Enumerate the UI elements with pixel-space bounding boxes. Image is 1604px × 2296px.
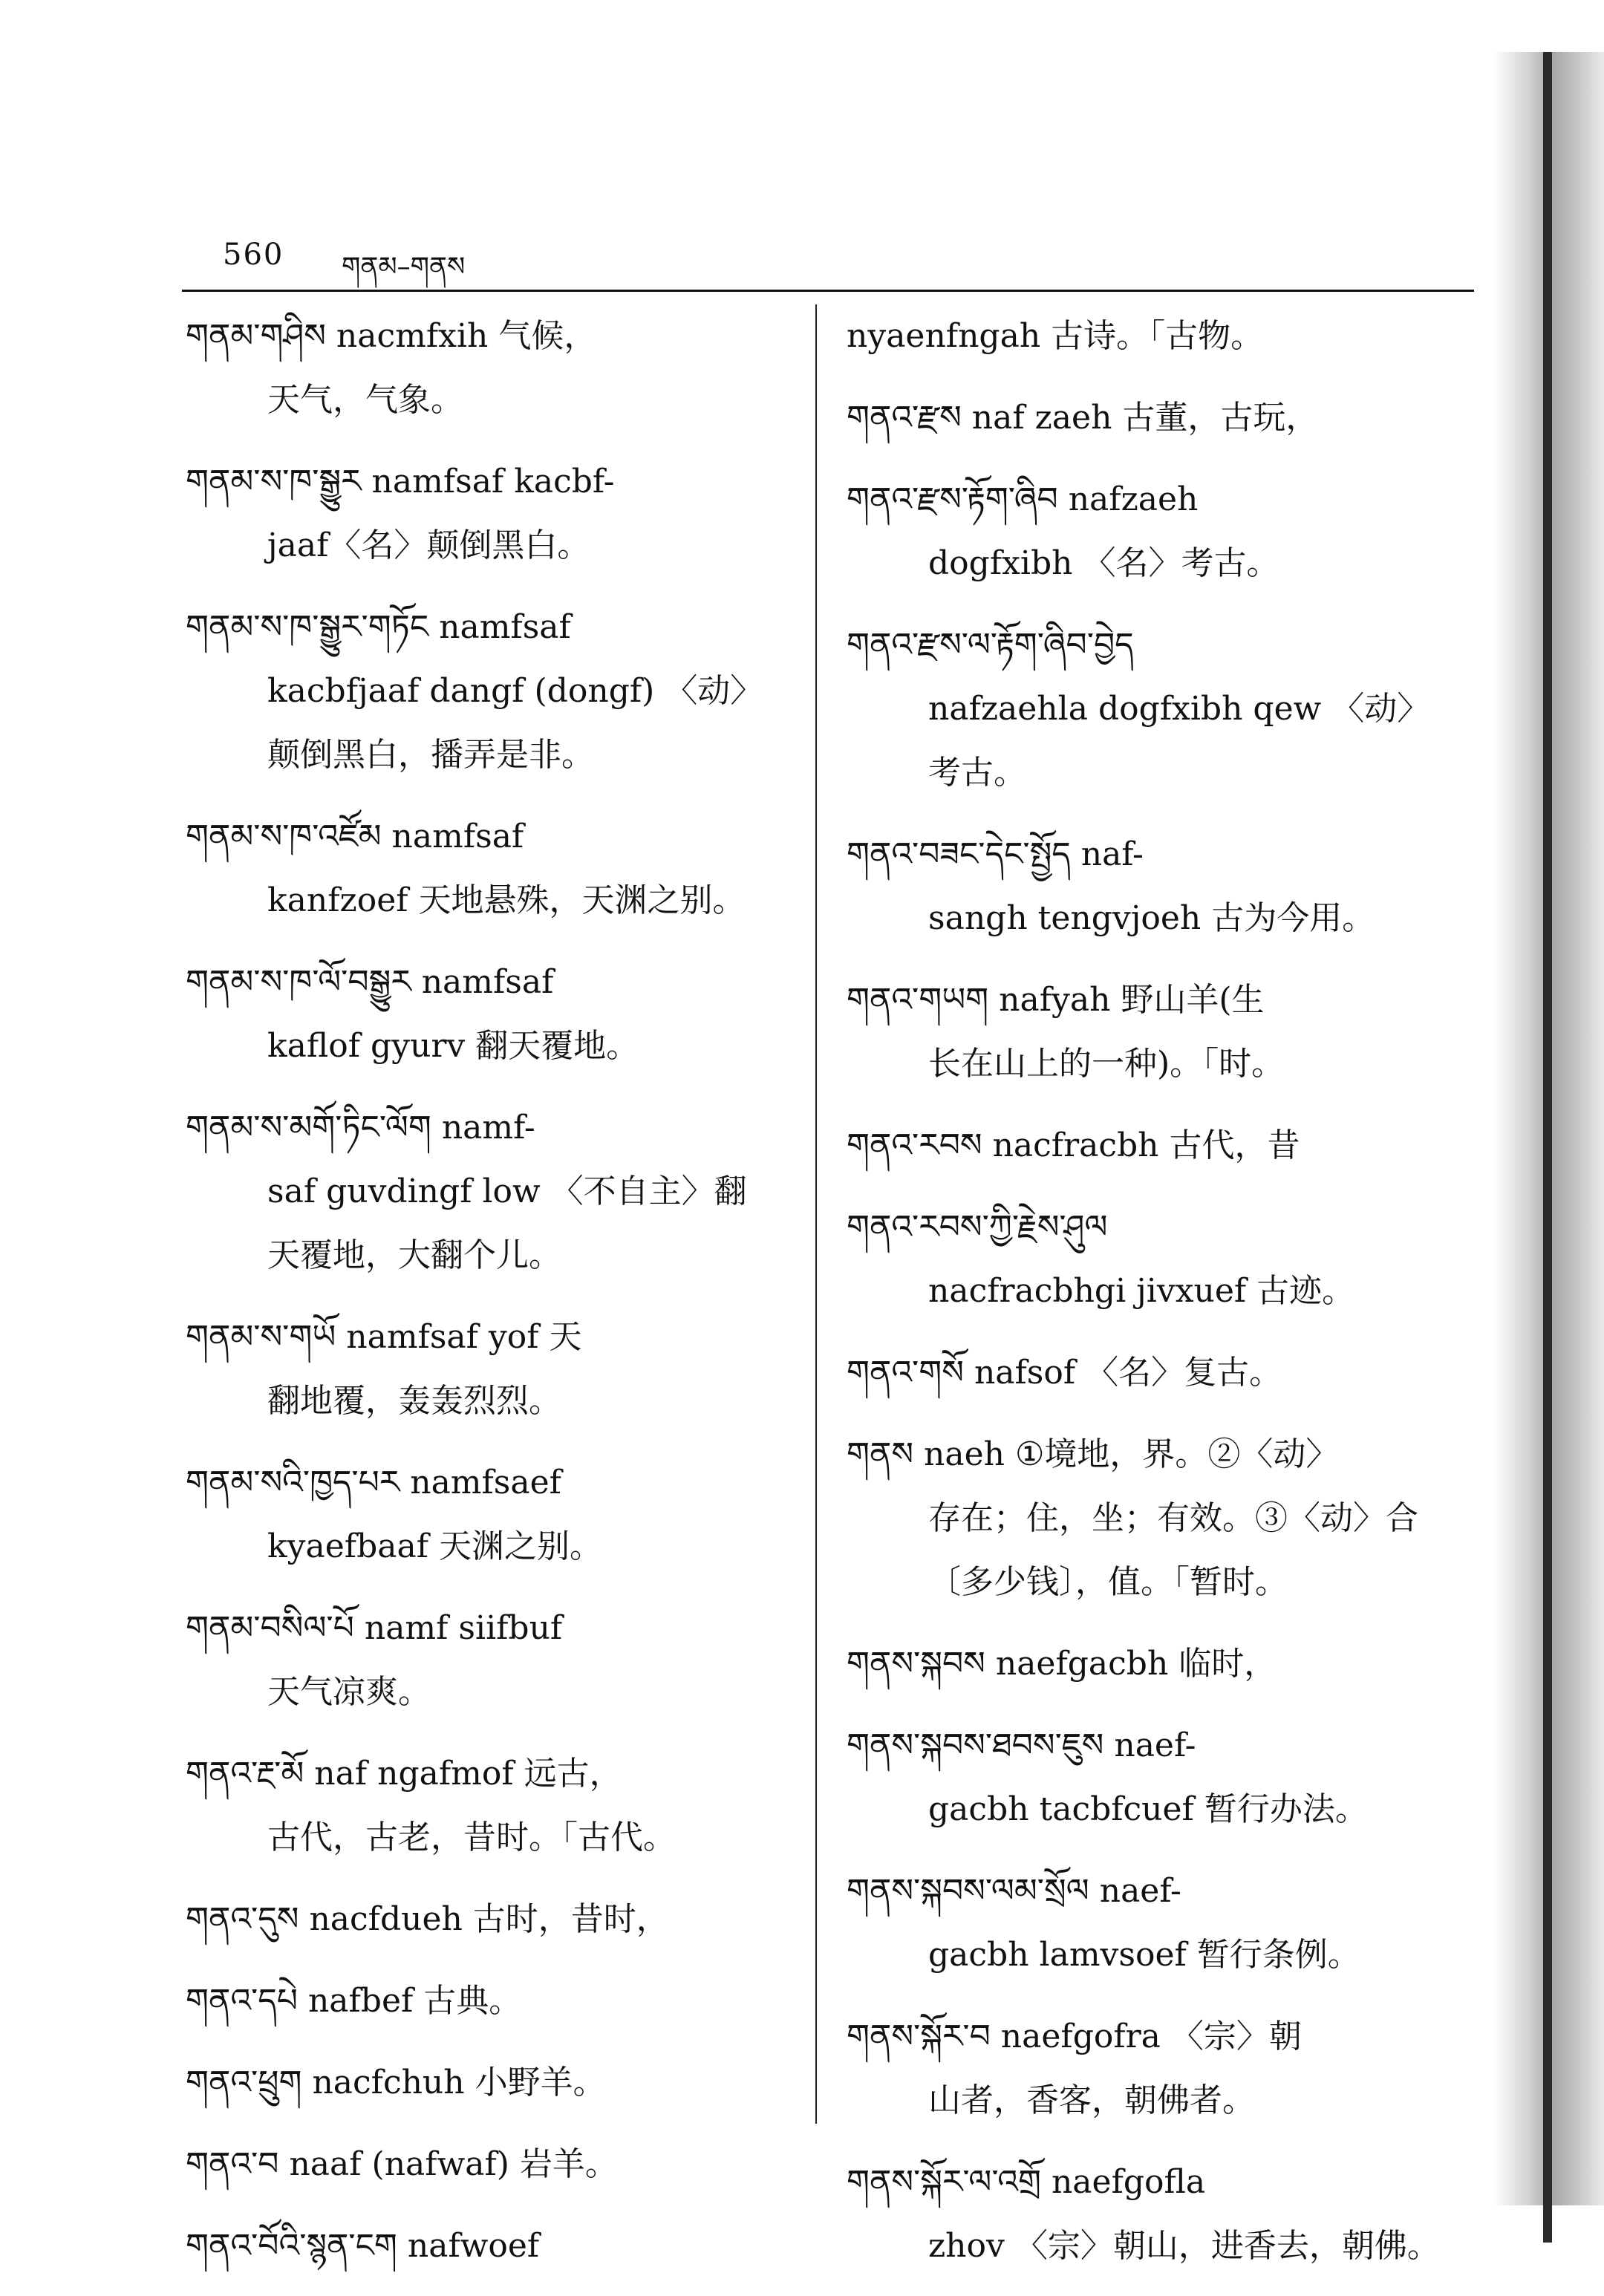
entry-headline: གནས་སྐོར་ལ་འགྲོ naefgofla [847,2163,1206,2201]
dictionary-entry [847,1196,1474,1323]
dictionary-entry [186,1888,806,1951]
dictionary-entry [186,1969,806,2033]
dictionary-entry [186,2214,806,2278]
entry-headline: nyaenfngah 古诗。「古物。 [847,317,1264,355]
dictionary-entry [847,968,1474,1096]
entry-headline: གནའ་བོའི་སྙན་ངག nafwoef [186,2227,540,2265]
entry-headline: གནའ་རྫས naf zaeh 古董，古玩， [847,399,1319,437]
entry-headline: གནས་སྐོར་བ naefgofra 〈宗〉朝 [847,2018,1302,2055]
dictionary-entry [847,2005,1474,2133]
dictionary-entry [847,1859,1474,1987]
dictionary-entry [186,2133,806,2196]
entry-headline: གནའ་བ naaf (nafwaf) 岩羊。 [186,2145,618,2183]
entry-continuation: 存在；住，坐；有效。③〈动〉合 [928,1499,1418,1537]
binding-edge [1543,52,1552,2243]
dictionary-entry [186,596,806,787]
dictionary-entry [847,1341,1474,1405]
page-number: 560 [223,238,284,272]
entry-headline: གནའ་གསོ nafsof 〈名〉复古。 [847,1354,1282,1392]
entry-continuation: gacbh lamvsoef 暂行条例。 [928,1936,1360,1974]
entry-continuation: saf guvdingf low 〈不自主〉翻 [267,1173,747,1210]
entry-headline: གནམ་ས་ཁ་སྒྱུར namfsaf kacbf- [186,463,615,500]
entry-headline: གནའ་རྔ་མོ naf ngafmof 远古， [186,1755,622,1793]
dictionary-entry [186,1096,806,1288]
entry-headline: གནའ་དཔེ nafbef 古典。 [186,1982,522,2020]
entry-headline: གནའ་དུས nacfdueh 古时，昔时， [186,1900,669,1938]
entry-headline: གནམ་བསིལ་པོ namf siifbuf [186,1609,563,1647]
entry-continuation: 山者，香客，朝佛者。 [928,2081,1255,2119]
entry-continuation: 天气，气象。 [267,381,463,419]
entry-continuation: 天气凉爽。 [267,1673,431,1711]
running-head: གནམ–གནས [342,252,466,282]
entry-headline: གནས་སྐབས naefgacbh 临时， [847,1645,1277,1683]
entry-headline: གནའ་རབས nacfracbh 古代，昔 [847,1126,1300,1164]
dictionary-entry [847,386,1474,450]
entry-headline: གནའ་རྫས་རྟོག་ཞིབ nafzaeh [847,480,1199,518]
dictionary-entry [847,613,1474,805]
entry-headline: གནམ་ས་ཁ་ལོ་བསྒྱུར namfsaf [186,963,554,1001]
entry-continuation: 古代，古老，昔时。「古代。 [267,1819,676,1856]
dictionary-entry [847,304,1474,368]
entry-continuation: 颠倒黑白，播弄是非。 [267,736,594,774]
entry-headline: གནས་སྐབས་ལམ་སྲོལ naef- [847,1872,1181,1910]
dictionary-entry [186,1742,806,1870]
entry-continuation: nacfracbhgi jivxuef 古迹。 [928,1272,1355,1310]
dictionary-entry [186,1597,806,1724]
column-divider [815,304,817,2124]
dictionary-entry [186,1451,806,1579]
dictionary-entry [186,1305,806,1433]
entry-continuation: gacbh tacbfcuef 暂行办法。 [928,1790,1368,1828]
entry-continuation: zhov 〈宗〉朝山，进香去，朝佛。 [928,2227,1440,2265]
entry-continuation: kyaefbaaf 天渊之别。 [267,1527,602,1565]
entry-headline: གནའ་རྫས་ལ་རྟོག་ཞིབ་བྱེད [847,626,1134,664]
dictionary-entry [186,450,806,578]
entry-continuation: kaflof gyurv 翻天覆地。 [267,1027,639,1065]
entry-headline: གནའ་རབས་ཀྱི་རྗེས་ཤུལ [847,1208,1108,1246]
entry-headline: གནམ་གཤིས nacmfxih 气候， [186,317,597,355]
entry-headline: གནས naeh ①境地，界。②〈动〉 [847,1435,1339,1473]
dictionary-entry [847,1423,1474,1614]
dictionary-entry [847,1114,1474,1178]
dictionary-entry [847,1714,1474,1842]
entry-headline: གནམ་ས་གཡོ namfsaf yof 天 [186,1318,582,1356]
entry-continuation: kacbfjaaf dangf (dongf) 〈动〉 [267,672,763,710]
dictionary-entry [847,823,1474,950]
entry-continuation: 翻地覆，轰轰烈烈。 [267,1382,561,1420]
left-column [186,304,806,2296]
entry-continuation: jaaf〈名〉颠倒黑白。 [267,526,590,564]
dictionary-entry [186,304,806,432]
entry-continuation: dogfxibh 〈名〉考古。 [928,544,1279,582]
entry-headline: གནམ་ས་ཁ་སྒྱུར་གཏོང namfsaf [186,608,571,646]
entry-headline: གནམ་ས་མགོ་ཏིང་ལོག namf- [186,1109,535,1147]
entry-continuation: 考古。 [928,754,1026,792]
entry-headline: གནས་སྐབས་ཐབས་ཇུས naef- [847,1726,1196,1764]
entry-headline: གནམ་སའི་ཁྱད་པར namfsaef [186,1464,561,1501]
entry-continuation: kanfzoef 天地悬殊，天渊之别。 [267,881,746,919]
entry-continuation: sangh tengvjoeh 古为今用。 [928,899,1375,937]
header-rule [182,290,1474,292]
entry-continuation: 天覆地，大翻个儿。 [267,1236,561,1274]
right-column [847,304,1474,2296]
dictionary-entry [186,805,806,933]
dictionary-entry [847,468,1474,596]
entry-continuation: nafzaehla dogfxibh qew 〈动〉 [928,690,1430,728]
entry-headline: གནའ་བཟང་དེང་སྤྱོད naf- [847,835,1144,873]
entry-continuation: 长在山上的一种)。「时。 [928,1045,1285,1083]
entry-continuation: 〔多少钱〕，值。「暂时。 [928,1563,1288,1601]
dictionary-entry [847,1632,1474,1696]
dictionary-entry [186,950,806,1078]
entry-headline: གནའ་གཡག nafyah 野山羊(生 [847,981,1265,1019]
dictionary-entry [847,2150,1474,2278]
entry-headline: གནའ་ཕྲུག nacfchuh 小野羊。 [186,2064,606,2101]
dictionary-entry [186,2051,806,2115]
entry-headline: གནམ་ས་ཁ་འཛོམ namfsaf [186,818,524,855]
